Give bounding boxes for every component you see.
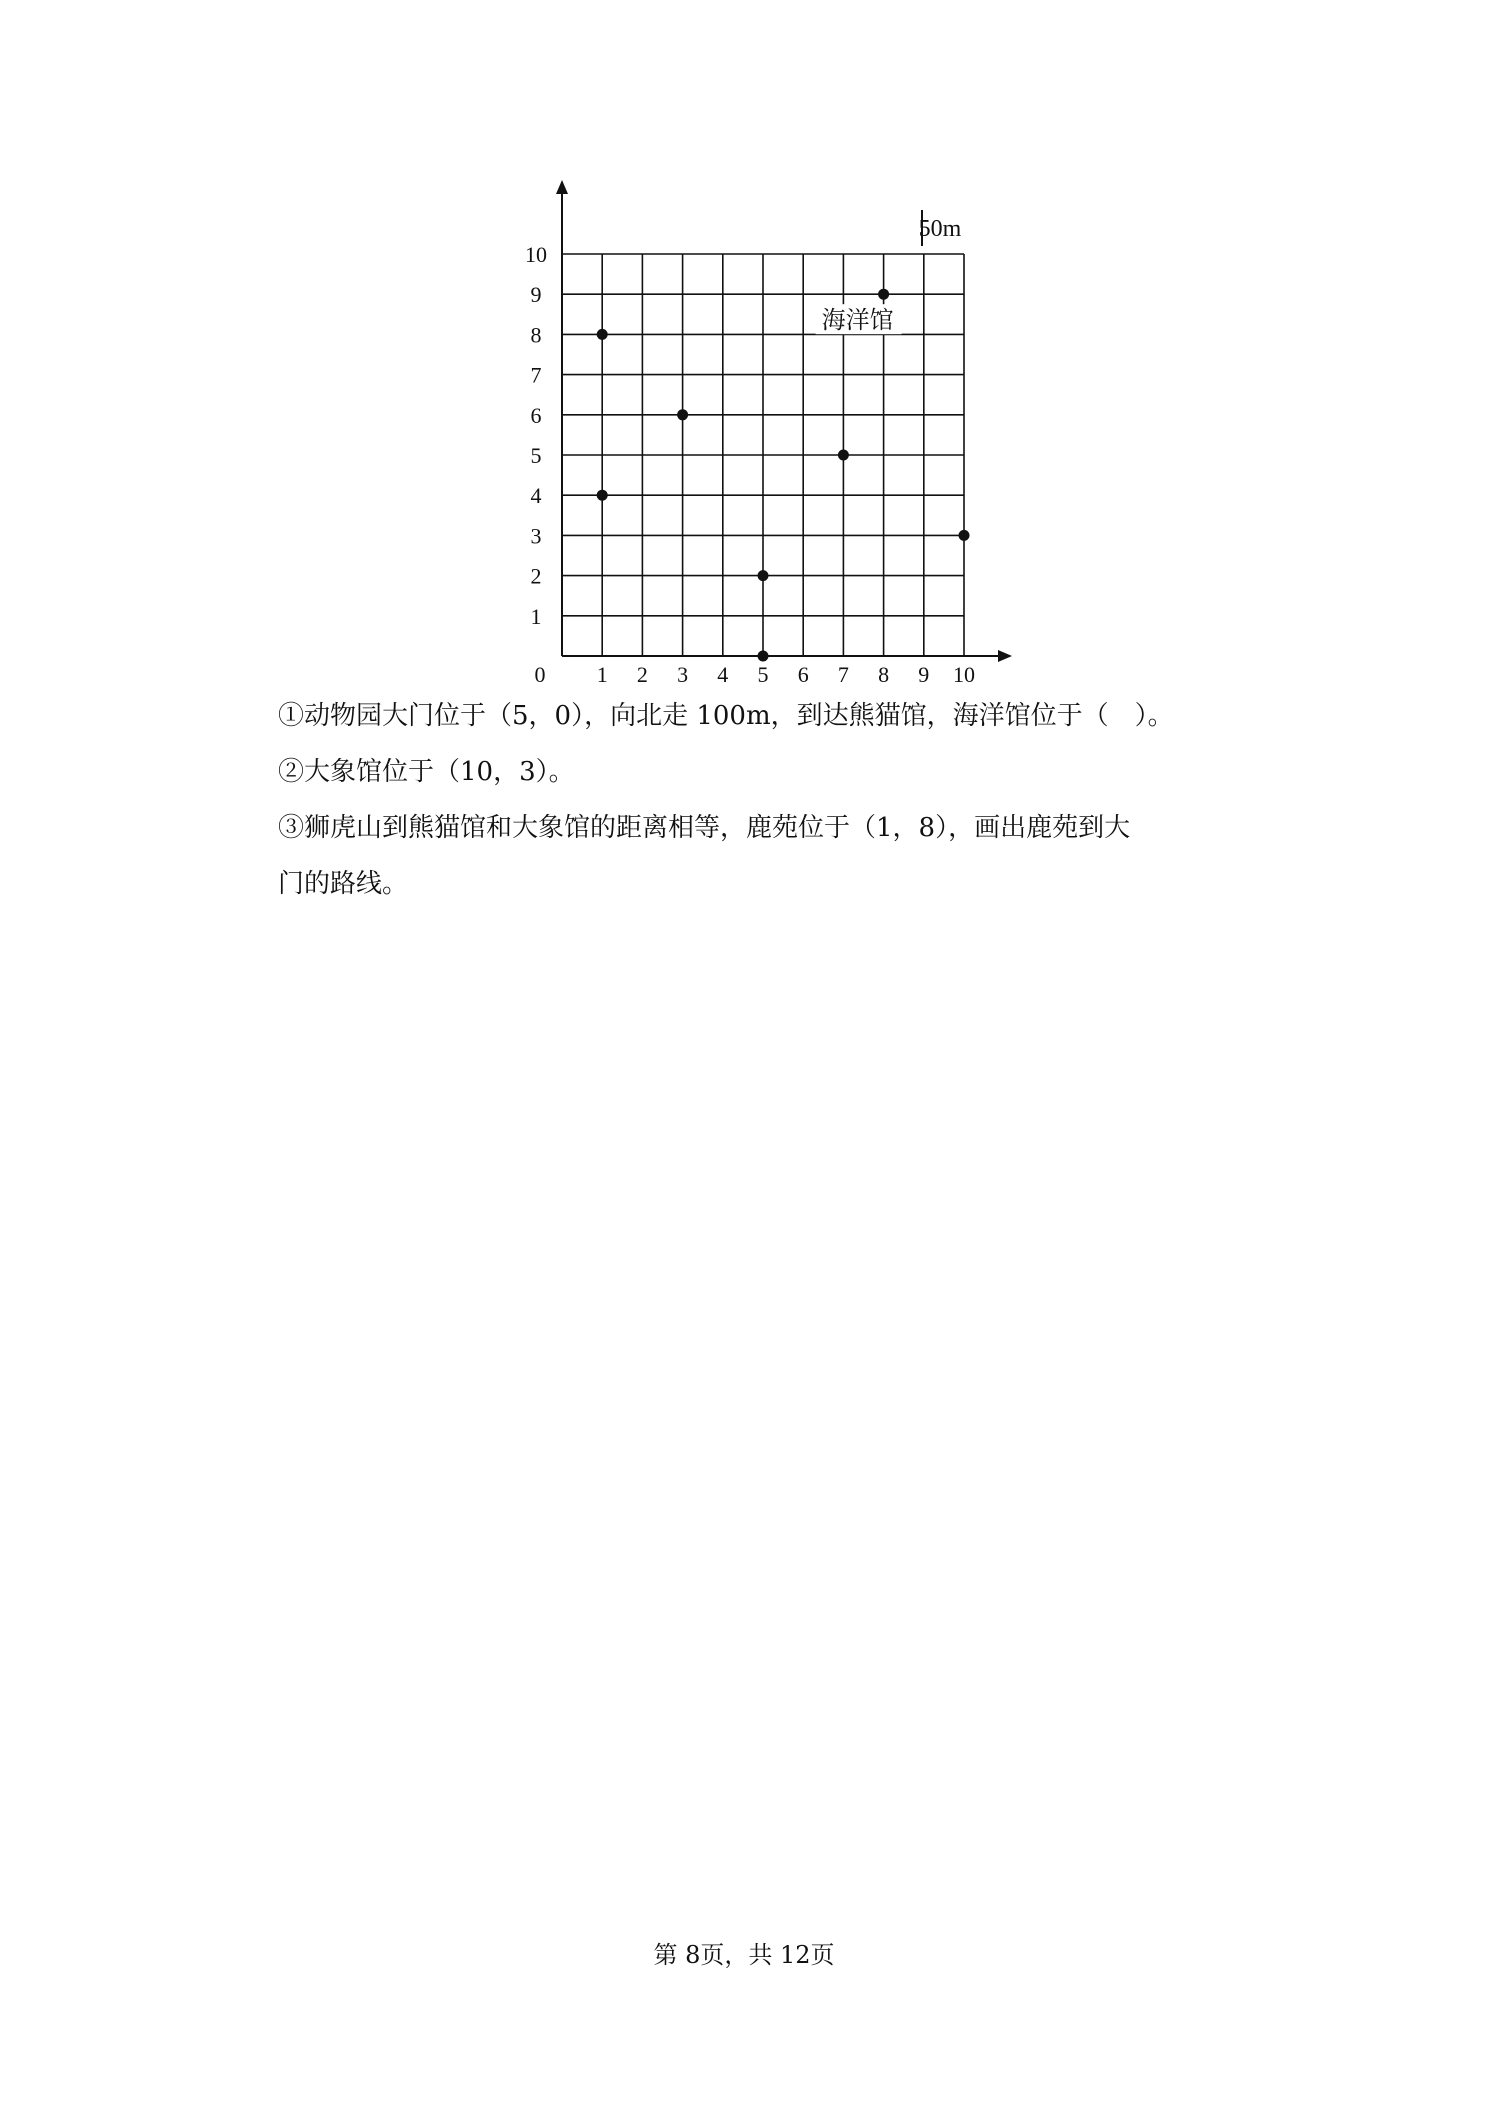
grid-lines xyxy=(562,254,964,656)
y-tick-label: 8 xyxy=(530,322,542,348)
question-3-line-2: 门的路线。 xyxy=(278,869,409,899)
x-tick-label: 4 xyxy=(717,662,729,687)
y-tick-labels xyxy=(525,242,547,629)
x-tick-label: 3 xyxy=(677,662,689,687)
y-tick-label: 4 xyxy=(530,483,542,509)
question-2: ②大象馆位于（10，3）。 xyxy=(278,757,575,787)
question-3-line-1: ③狮虎山到熊猫馆和大象馆的距离相等，鹿苑位于（1，8），画出鹿苑到大 xyxy=(278,813,1131,843)
scale-label: 50m xyxy=(918,216,962,242)
y-tick-label: 3 xyxy=(530,523,542,549)
grid-point xyxy=(959,530,970,541)
origin-label: 0 xyxy=(534,662,546,687)
x-tick-label: 7 xyxy=(837,662,849,687)
y-tick-label: 6 xyxy=(530,402,542,428)
y-tick-label: 10 xyxy=(525,242,547,267)
point-label: 海洋馆 xyxy=(821,306,894,335)
x-tick-label: 5 xyxy=(757,662,769,687)
x-tick-labels xyxy=(597,662,975,687)
x-tick-label: 10 xyxy=(953,662,975,687)
page-footer: 第 8页，共 12页 xyxy=(653,1941,835,1969)
grid-point xyxy=(597,490,608,501)
y-tick-label: 5 xyxy=(530,443,542,468)
grid-point xyxy=(878,289,889,300)
grid-point xyxy=(758,570,769,581)
y-tick-label: 2 xyxy=(530,563,542,589)
x-tick-label: 1 xyxy=(596,662,608,687)
x-tick-label: 6 xyxy=(797,662,809,687)
x-tick-label: 9 xyxy=(918,662,930,687)
x-tick-label: 2 xyxy=(636,662,648,687)
y-tick-label: 7 xyxy=(530,362,542,388)
question-1: ①动物园大门位于（5，0），向北走 100m，到达熊猫馆，海洋馆位于（ ）。 xyxy=(278,701,1174,731)
grid-point xyxy=(677,409,688,420)
points-layer xyxy=(597,289,970,662)
y-tick-label: 9 xyxy=(530,282,542,308)
y-tick-label: 1 xyxy=(530,603,542,629)
grid-point xyxy=(838,450,849,461)
x-tick-label: 8 xyxy=(878,662,890,687)
grid-point xyxy=(597,329,608,340)
coordinate-grid-figure xyxy=(500,160,1040,700)
grid-point xyxy=(758,651,769,662)
